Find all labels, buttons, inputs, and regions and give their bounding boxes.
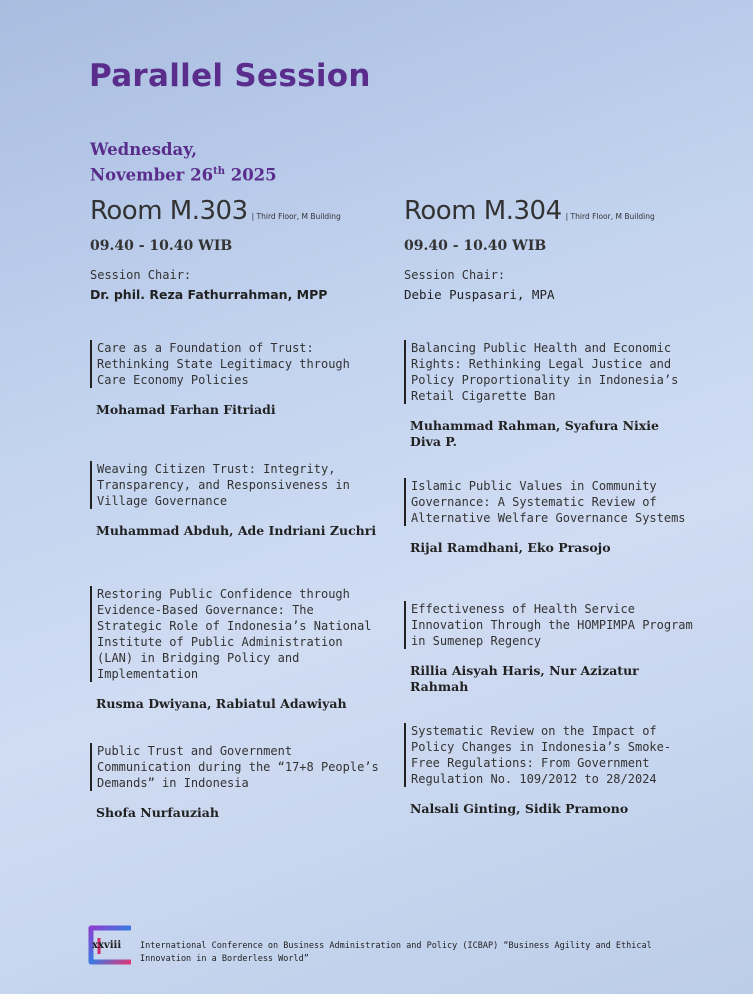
paper-item	[404, 478, 694, 556]
paper-title: Islamic Public Values in Community Governance: A Systematic Review of Alternative Welfare Governance Systems	[404, 478, 694, 526]
paper-authors: Mohamad Farhan Fitriadi	[96, 402, 276, 417]
session-chair-name: Dr. phil. Reza Fathurrahman, MPP	[90, 287, 328, 302]
paper-title: Public Trust and Government Communication during the “17+8 People’s Demands” in Indonesia	[90, 743, 380, 791]
room-header	[90, 196, 390, 232]
paper-item	[90, 340, 380, 418]
date-weekday: Wednesday,	[90, 140, 197, 159]
paper-item	[404, 340, 694, 450]
date-full	[90, 161, 277, 187]
room-location: | Third Floor, M Building	[565, 212, 655, 221]
paper-title: Care as a Foundation of Trust: Rethinking State Legitimacy through Care Economy Policies	[90, 340, 380, 388]
page-number: xxviii	[92, 940, 122, 951]
paper-title: Weaving Citizen Trust: Integrity, Transparency, and Responsiveness in Village Governance	[90, 461, 380, 509]
session-time: 09.40 - 10.40 WIB	[90, 238, 233, 254]
date-suffix: th	[213, 166, 225, 177]
session-time: 09.40 - 10.40 WIB	[404, 238, 547, 254]
footer-conference-text: International Conference on Business Administration and Policy (ICBAP) “Business Agility and Ethical Innovation in a Borderless World”	[140, 941, 652, 964]
paper-item	[90, 461, 380, 539]
paper-authors: Muhammad Rahman, Syafura Nixie Diva P.	[410, 418, 659, 449]
paper-title: Effectiveness of Health Service Innovation Through the HOMPIMPA Program in Sumenep Regency	[404, 601, 694, 649]
room-column-m303	[90, 196, 390, 820]
room-location: | Third Floor, M Building	[251, 212, 341, 221]
session-chair-label: Session Chair:	[404, 268, 506, 282]
paper-authors: Rusma Dwiyana, Rabiatul Adawiyah	[96, 696, 347, 711]
session-date	[90, 139, 277, 187]
paper-title: Systematic Review on the Impact of Policy Changes in Indonesia’s Smoke-Free Regulations: From Government Regulation No. 109/2012 to 28/2024	[404, 723, 694, 787]
room-name: Room M.304	[404, 196, 562, 226]
date-year: 2025	[230, 165, 277, 185]
paper-item	[90, 743, 380, 821]
paper-title: Restoring Public Confidence through Evidence-Based Governance: The Strategic Role of Indonesia’s National Institute of Public Administration (LAN) in Bridging Policy and Implementation	[90, 586, 380, 682]
paper-authors: Shofa Nurfauziah	[96, 805, 219, 820]
paper-item	[404, 601, 694, 695]
session-chair-name: Debie Puspasari, MPA	[404, 287, 555, 302]
page-title: Parallel Session	[89, 58, 371, 94]
paper-authors: Muhammad Abduh, Ade Indriani Zuchri	[96, 523, 377, 538]
date-day: November 26	[90, 165, 214, 185]
room-header	[404, 196, 704, 232]
paper-title: Balancing Public Health and Economic Rights: Rethinking Legal Justice and Policy Proportionality in Indonesia’s Retail Cigarette Ban	[404, 340, 694, 404]
paper-authors: Rijal Ramdhani, Eko Prasojo	[410, 540, 611, 555]
paper-item	[90, 586, 380, 712]
paper-item	[404, 723, 694, 817]
paper-authors: Rillia Aisyah Haris, Nur Azizatur Rahmah	[410, 663, 639, 694]
room-name: Room M.303	[90, 196, 248, 226]
paper-authors: Nalsali Ginting, Sidik Pramono	[410, 801, 629, 816]
room-column-m304	[404, 196, 704, 816]
session-chair-label: Session Chair:	[90, 268, 192, 282]
